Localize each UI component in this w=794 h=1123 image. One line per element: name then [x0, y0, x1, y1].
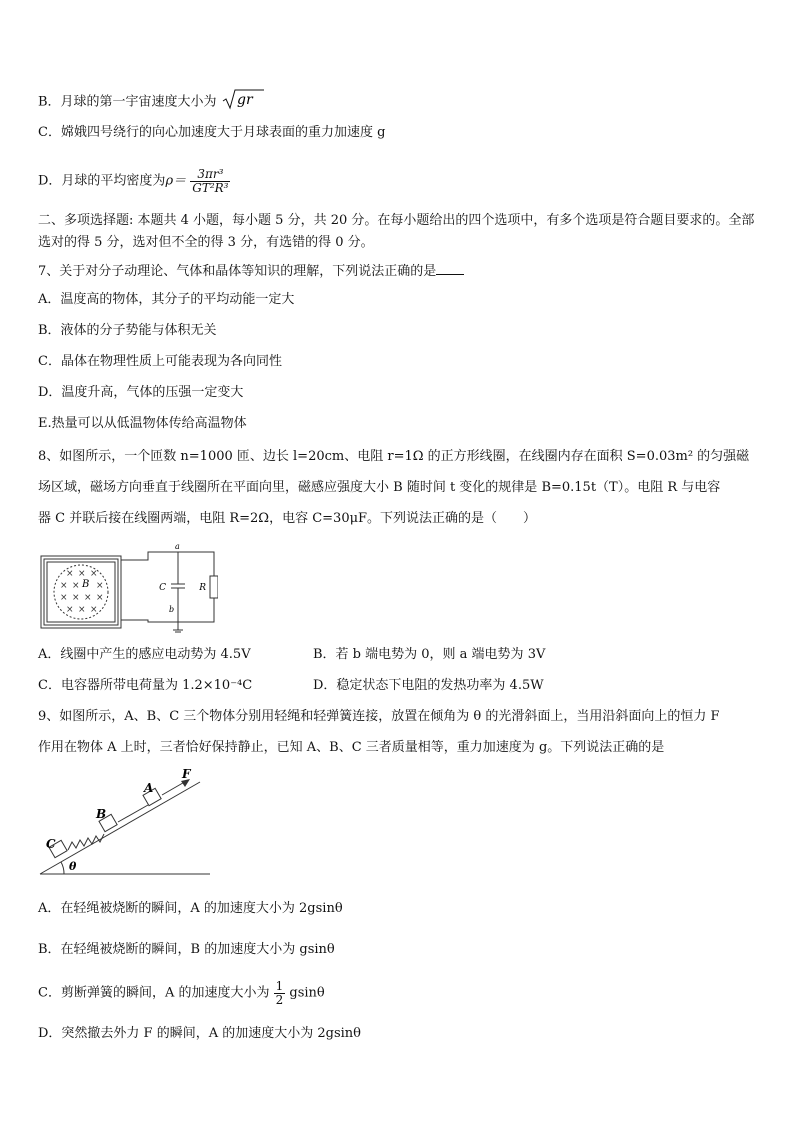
q9-stem-line2: 作用在物体 A 上时，三者恰好保持静止，已知 A、B、C 三者质量相等，重力加速度为 g。下列说法正确的是 [38, 740, 665, 755]
q8-stem-line2: 场区域，磁场方向垂直于线圈所在平面向里，磁感应强度大小 B 随时间 t 变化的规律是 B=0.15t（T）。电阻 R 与电容 [38, 480, 721, 495]
fraction-denominator: 2 [275, 993, 284, 1007]
q6-option-b [38, 88, 265, 116]
label-theta: θ [69, 860, 77, 873]
q8-option-c: C．电容器所带电荷量为 1.2×10⁻⁴C [38, 678, 253, 693]
svg-text:×: × [78, 569, 86, 579]
fraction-numerator: 1 [275, 979, 284, 993]
q9-option-b: B．在轻绳被烧断的瞬间，B 的加速度大小为 gsinθ [38, 942, 335, 957]
sqrt-expression [221, 88, 265, 116]
q6-option-d [38, 168, 230, 195]
q7-option-a: A．温度高的物体，其分子的平均动能一定大 [38, 292, 295, 307]
label-R: R [199, 583, 206, 593]
q9-option-a: A．在轻绳被烧断的瞬间，A 的加速度大小为 2gsinθ [38, 901, 343, 916]
svg-text:×: × [96, 581, 104, 591]
fraction-denominator: GT²R³ [192, 181, 229, 195]
density-symbol: ρ＝ [165, 173, 187, 189]
q7-stem-text: 7、关于对分子动理论、气体和晶体等知识的理解，下列说法正确的是 [38, 264, 437, 279]
label-C: C [46, 837, 56, 851]
q7-option-c: C．晶体在物理性质上可能表现为各向同性 [38, 354, 282, 369]
svg-text:×: × [96, 593, 104, 603]
sqrt-sign-icon [221, 88, 265, 110]
svg-text:×: × [72, 581, 80, 591]
q7-stem [38, 262, 464, 281]
density-fraction [190, 168, 230, 195]
rope-line [118, 805, 148, 822]
label-A: A [144, 781, 154, 795]
label-a: a [175, 542, 180, 551]
q9-stem-line1: 9、如图所示，A、B、C 三个物体分别用轻绳和轻弹簧连接，放置在倾角为 θ 的光滑斜面上，当用沿斜面向上的恒力 F [38, 709, 720, 724]
q7-option-e: E.热量可以从低温物体传给高温物体 [38, 416, 247, 431]
q7-option-b: B．液体的分子势能与体积无关 [38, 323, 217, 338]
svg-text:×: × [66, 605, 74, 615]
q9-incline-figure [38, 768, 213, 878]
q6-option-c: C．嫦娥四号绕行的向心加速度大于月球表面的重力加速度 g [38, 125, 386, 140]
section-header: 二、多项选择题: 本题共 4 小题，每小题 5 分，共 20 分。在每小题给出的四个选项中，有多个选项是符合题目要求的。全部选对的得 5 分，选对但不全的得 3 分，有选错的得 0 分。 [38, 213, 755, 250]
q8-option-b: B．若 b 端电势为 0，则 a 端电势为 3V [313, 647, 546, 662]
svg-text:×: × [90, 569, 98, 579]
q6-option-b-text: B．月球的第一宇宙速度大小为 [38, 94, 217, 110]
svg-text:×: × [60, 581, 68, 591]
svg-text:×: × [60, 593, 68, 603]
q8-circuit-figure [38, 540, 218, 634]
label-B: B [96, 807, 107, 821]
svg-text:×: × [90, 605, 98, 615]
incline-line [40, 782, 200, 874]
fraction-numerator: 3πr³ [190, 168, 230, 182]
svg-text:×: × [78, 605, 86, 615]
answer-blank [436, 262, 464, 275]
q6-option-d-text: D．月球的平均密度为 [38, 173, 166, 189]
q7-option-d: D．温度升高，气体的压强一定变大 [38, 385, 244, 400]
svg-text:×: × [66, 569, 74, 579]
q8-stem-line1: 8、如图所示，一个匝数 n=1000 匝、边长 l=20cm、电阻 r=1Ω 的正方形线圈，在线圈内存在面积 S=0.03m² 的匀强磁 [38, 449, 750, 464]
resistor-symbol [210, 576, 218, 598]
sqrt-radicand: gr [236, 92, 253, 108]
q9-option-c [38, 980, 325, 1007]
q9-option-c-text: C．剪断弹簧的瞬间，A 的加速度大小为 [38, 985, 270, 1001]
field-cross-marks [60, 569, 104, 615]
label-C: C [159, 583, 166, 593]
svg-text:×: × [72, 593, 80, 603]
label-B: B [82, 579, 90, 590]
label-b: b [169, 605, 175, 614]
label-F: F [182, 768, 191, 781]
q9-option-d: D．突然撤去外力 F 的瞬间，A 的加速度大小为 2gsinθ [38, 1026, 361, 1041]
svg-text:×: × [84, 593, 92, 603]
q8-option-a: A．线圈中产生的感应电动势为 4.5V [38, 647, 251, 662]
q9-option-c-suffix: gsinθ [289, 985, 325, 1001]
q8-option-d: D．稳定状态下电阻的发热功率为 4.5W [313, 678, 544, 693]
half-fraction [274, 980, 286, 1007]
q8-stem-line3: 器 C 并联后接在线圈两端，电阻 R=2Ω，电容 C=30μF。下列说法正确的是（ ） [38, 511, 537, 526]
